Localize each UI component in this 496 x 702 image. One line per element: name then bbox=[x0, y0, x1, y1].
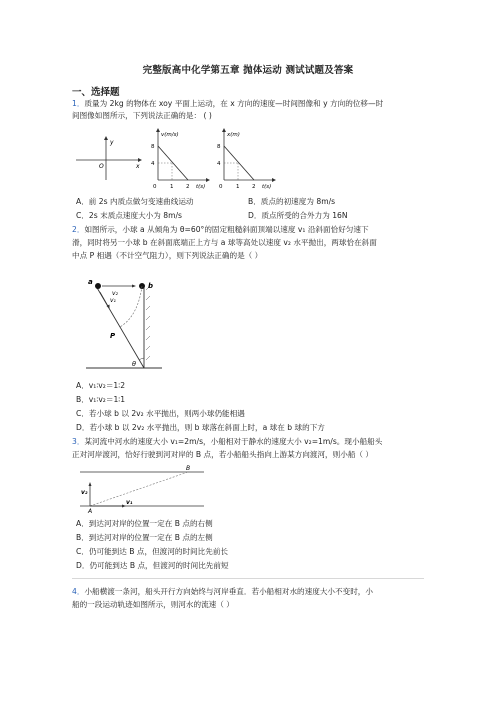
fig-a-x-label: x bbox=[136, 163, 140, 170]
fig-c-tick-1: 1 bbox=[236, 184, 240, 190]
q3-line-2: 正对河岸渡河，恰好行驶到河对岸的 B 点，若小船船头指向上游某方向渡河，则小船（ ） bbox=[72, 450, 374, 459]
document-title: 完整版高中化学第五章 抛体运动 测试试题及答案 bbox=[142, 65, 354, 76]
q2-option-a: A．v₁∶v₂＝1∶2 bbox=[76, 381, 126, 390]
fig-a-origin-label: O bbox=[99, 163, 104, 170]
fig-c-x-label: t(s) bbox=[262, 184, 272, 190]
q1-option-b: B．质点的初速度为 8m/s bbox=[248, 197, 336, 206]
fig-b-tick-4: 4 bbox=[151, 161, 155, 167]
fig-q3-label-a: A bbox=[88, 508, 93, 515]
q4-text-1: 小船横渡一条河，船头开行方向始终与河岸垂直．若小船相对水的速度大小不变时，小 bbox=[84, 587, 373, 596]
q4-number: 4． bbox=[72, 587, 85, 596]
q1-option-a: A．前 2s 内质点做匀变速曲线运动 bbox=[76, 197, 194, 206]
fig-q3-label-b: B bbox=[186, 465, 191, 472]
q3-option-b: B．到达河对岸的位置一定在 B 点的左侧 bbox=[76, 533, 213, 542]
q2-line-2: 滑，同时将另一小球 b 在斜面底端正上方与 a 球等高处以速度 v₂ 水平抛出，两球恰在斜面 bbox=[72, 238, 377, 247]
q1-option-d: D．质点所受的合外力为 16N bbox=[248, 211, 348, 220]
fig-q2-label-a: a bbox=[88, 278, 93, 286]
q1-figure-xoy-axes bbox=[74, 134, 144, 182]
q2-option-c: C．若小球 b 以 2v₂ 水平抛出，则两小球仍能相遇 bbox=[76, 409, 245, 418]
q1-option-c: C．2s 末质点速度大小为 8m/s bbox=[76, 211, 183, 220]
q1-figure-x-t-graph bbox=[210, 128, 276, 190]
fig-q3-label-v2: v₂ bbox=[81, 489, 88, 496]
fig-q2-label-v1: v₁ bbox=[110, 297, 116, 304]
q1-line-1 bbox=[72, 98, 383, 109]
fig-b-origin: 0 bbox=[153, 184, 157, 190]
q3-option-c: C．仍可能到达 B 点，但渡河的时间比先前长 bbox=[76, 547, 229, 556]
fig-c-origin: 0 bbox=[219, 184, 223, 190]
section-heading: 一、选择题 bbox=[72, 87, 120, 98]
fig-a-y-label: y bbox=[110, 139, 114, 146]
q2-line-1 bbox=[72, 224, 369, 235]
fig-c-tick-4: 4 bbox=[217, 161, 221, 167]
q1-text-1: 质量为 2kg 的物体在 xoy 平面上运动，在 x 方向的速度—时间图像和 y 方向的位移—时 bbox=[84, 99, 384, 108]
fig-q2-label-v2: v₂ bbox=[112, 290, 118, 297]
fig-q2-label-p: P bbox=[110, 332, 116, 340]
fig-b-tick-1: 1 bbox=[170, 184, 174, 190]
fig-c-tick-2: 2 bbox=[252, 184, 256, 190]
q2-option-d: D．若小球 b 以 2v₂ 水平抛出，则 b 球落在斜面上时，a 球在 b 球的下方 bbox=[76, 423, 325, 432]
q2-number: 2． bbox=[72, 225, 85, 234]
q1-number: 1． bbox=[72, 99, 85, 108]
q4-line-2: 船的一段运动轨迹如图所示，则河水的流速（ ） bbox=[72, 600, 234, 609]
q2-figure-incline bbox=[86, 276, 162, 372]
fig-b-x-label: t(s) bbox=[196, 184, 206, 190]
fig-q2-label-theta: θ bbox=[132, 360, 136, 368]
fig-c-y-label: x(m) bbox=[227, 132, 240, 138]
q3-line-1 bbox=[72, 436, 382, 447]
fig-c-tick-8: 8 bbox=[217, 144, 221, 150]
q1-line-2: 间图像如图所示，下列说法正确的是： ( ) bbox=[72, 111, 212, 120]
fig-b-tick-8: 8 bbox=[151, 144, 155, 150]
q3-number: 3． bbox=[72, 437, 85, 446]
q3-text-1: 某河流中河水的速度大小 v₁=2m/s，小船相对于静水的速度大小 v₂=1m/s。现小船船头 bbox=[84, 437, 383, 446]
fig-b-y-label: v(m/s) bbox=[161, 132, 179, 138]
q4-line-1 bbox=[72, 586, 373, 597]
fig-q2-label-b: b bbox=[148, 282, 154, 290]
q2-option-b: B．v₁∶v₂＝1∶1 bbox=[76, 395, 126, 404]
q3-figure-river bbox=[80, 466, 204, 514]
q3-option-d: D．仍可能到达 B 点，但渡河的时间比先前短 bbox=[76, 561, 229, 570]
q3-option-a: A．到达河对岸的位置一定在 B 点的右侧 bbox=[76, 519, 213, 528]
divider bbox=[72, 578, 424, 579]
q2-line-3: 中点 P 相遇（不计空气阻力），则下列说法正确的是（ ） bbox=[72, 251, 263, 260]
fig-b-tick-2: 2 bbox=[186, 184, 190, 190]
q2-text-1: 如图所示，小球 a 从倾角为 θ=60°的固定粗糙斜面顶端以速度 v₁ 沿斜面恰好匀速下 bbox=[84, 225, 369, 234]
fig-q3-label-v1: v₁ bbox=[126, 499, 133, 506]
q1-figure-v-t-graph bbox=[144, 128, 210, 190]
